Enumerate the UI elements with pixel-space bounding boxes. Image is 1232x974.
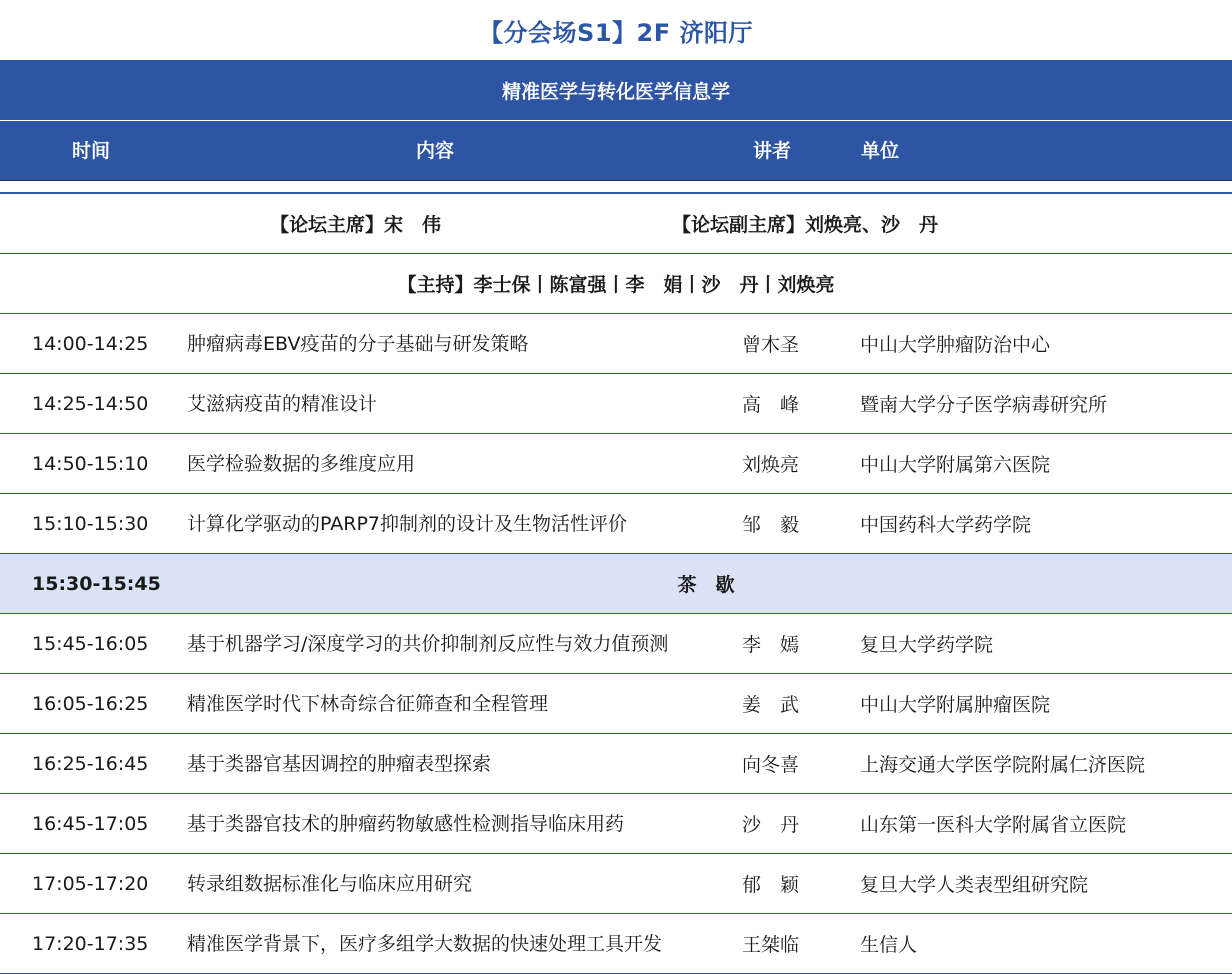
table-row [0, 914, 1232, 974]
talk-unit: 上海交通大学医学院附属仁济医院 [860, 754, 1146, 776]
break-time: 15:30-15:45 [32, 572, 161, 595]
talk-time: 15:10-15:30 [32, 512, 149, 535]
table-row [0, 794, 1232, 854]
table-row [0, 434, 1232, 494]
talk-unit: 暨南大学分子医学病毒研究所 [860, 394, 1108, 416]
talk-time: 16:25-16:45 [32, 752, 149, 775]
talk-time: 14:50-15:10 [32, 452, 149, 475]
talk-topic: 医学检验数据的多维度应用 [187, 452, 416, 475]
talk-unit: 生信人 [860, 934, 918, 956]
talk-speaker: 向冬喜 [742, 754, 800, 776]
hosts: 【主持】李士保丨陈富强丨李 娟丨沙 丹丨刘焕亮 [397, 274, 835, 296]
talk-unit: 山东第一医科大学附属省立医院 [860, 814, 1127, 836]
talk-topic: 精准医学背景下，医疗多组学大数据的快速处理工具开发 [187, 932, 663, 955]
talk-time: 14:00-14:25 [32, 332, 149, 355]
host-row [0, 254, 1232, 314]
session-title: 精准医学与转化医学信息学 [0, 60, 1232, 120]
talk-topic: 基于类器官技术的肿瘤药物敏感性检测指导临床用药 [187, 812, 625, 835]
chair-row [0, 194, 1232, 254]
talk-unit: 中国药科大学药学院 [860, 514, 1032, 536]
talk-unit: 中山大学肿瘤防治中心 [860, 334, 1051, 356]
talk-speaker: 王桀临 [742, 934, 800, 956]
talk-topic: 转录组数据标准化与临床应用研究 [187, 872, 473, 895]
header-unit: 单位 [861, 140, 900, 162]
talk-time: 16:05-16:25 [32, 692, 149, 715]
talk-speaker: 郁 颖 [742, 874, 800, 896]
talk-speaker: 姜 武 [742, 694, 800, 716]
talk-speaker: 沙 丹 [742, 814, 800, 836]
header-speaker: 讲者 [753, 140, 792, 162]
talk-time: 17:20-17:35 [32, 932, 149, 955]
venue-title: 【分会场S1】2F 济阳厅 [479, 18, 753, 47]
talk-time: 17:05-17:20 [32, 872, 149, 895]
tea-break-row [0, 554, 1232, 614]
table-row [0, 674, 1232, 734]
talk-topic: 基于机器学习/深度学习的共价抑制剂反应性与效力值预测 [187, 632, 669, 655]
break-label: 茶 歇 [677, 574, 735, 596]
forum-vice-chair: 【论坛副主席】刘焕亮、沙 丹 [672, 214, 939, 236]
talk-topic: 基于类器官基因调控的肿瘤表型探索 [187, 752, 492, 775]
table-row [0, 854, 1232, 914]
talk-unit: 中山大学附属肿瘤医院 [860, 694, 1051, 716]
talk-topic: 计算化学驱动的PARP7抑制剂的设计及生物活性评价 [187, 512, 627, 535]
header-time: 时间 [72, 140, 111, 162]
table-header [0, 121, 1232, 181]
talk-speaker: 邹 毅 [742, 514, 800, 536]
divider [0, 180, 1232, 181]
talk-speaker: 高 峰 [742, 394, 800, 416]
talk-speaker: 刘焕亮 [742, 454, 800, 476]
talk-unit: 中山大学附属第六医院 [860, 454, 1051, 476]
talk-speaker: 李 嫣 [742, 634, 800, 656]
talk-topic: 肿瘤病毒EBV疫苗的分子基础与研发策略 [187, 332, 529, 355]
talk-topic: 精准医学时代下林奇综合征筛查和全程管理 [187, 692, 549, 715]
talk-time: 16:45-17:05 [32, 812, 149, 835]
table-row [0, 494, 1232, 554]
talk-unit: 复旦大学人类表型组研究院 [860, 874, 1089, 896]
talk-time: 14:25-14:50 [32, 392, 149, 415]
table-row [0, 314, 1232, 374]
header-content: 内容 [416, 140, 455, 162]
talk-unit: 复旦大学药学院 [860, 634, 994, 656]
talk-topic: 艾滋病疫苗的精准设计 [187, 392, 378, 415]
talk-time: 15:45-16:05 [32, 632, 149, 655]
talk-speaker: 曾木圣 [742, 334, 800, 356]
table-row [0, 374, 1232, 434]
table-row [0, 734, 1232, 794]
forum-chair: 【论坛主席】宋 伟 [270, 214, 442, 236]
table-row [0, 614, 1232, 674]
